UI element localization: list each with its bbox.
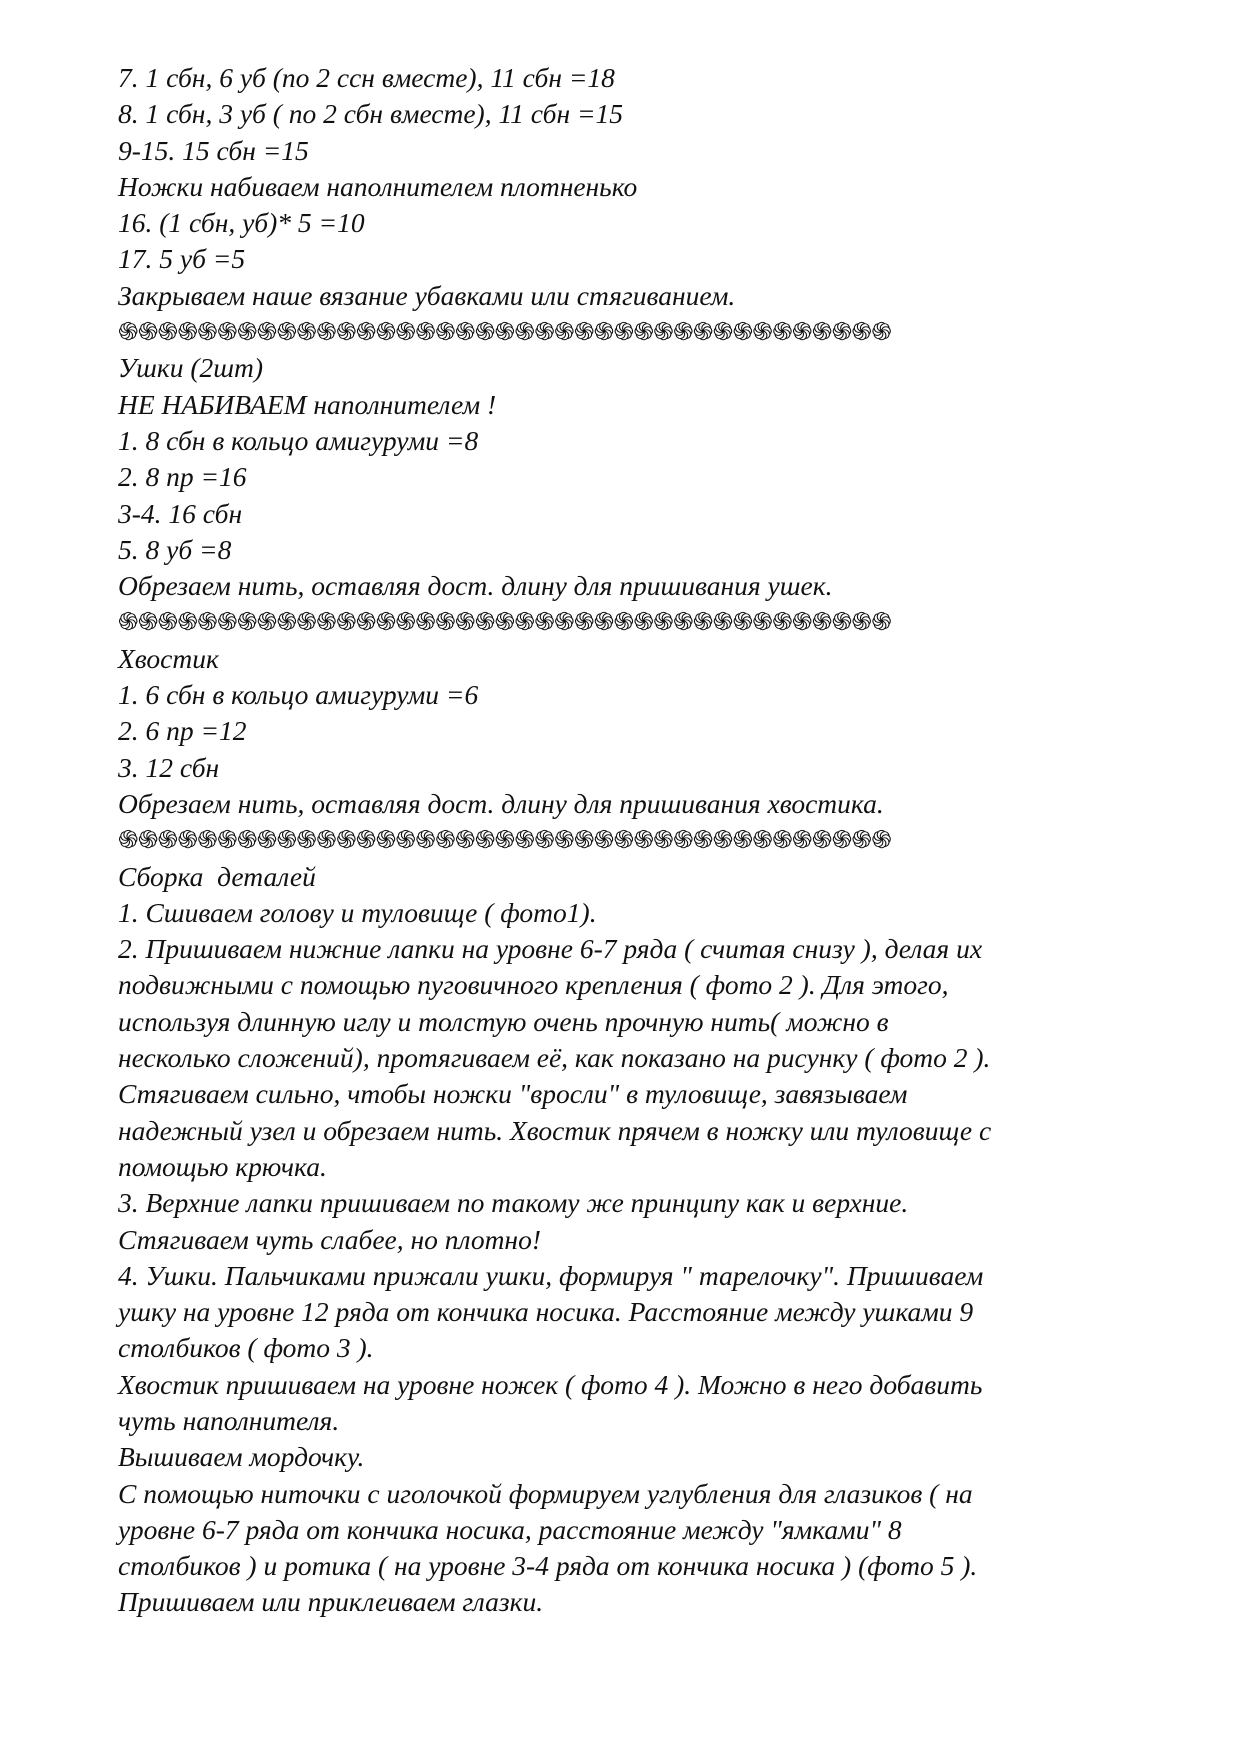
text-line: 3. Верхние лапки пришиваем по такому же принципу как и верхние.	[118, 1187, 909, 1219]
text-line: 16. (1 сбн, уб)* 5 =10	[118, 207, 365, 239]
section-heading: Сборка деталей	[118, 860, 316, 892]
text-line: 17. 5 уб =5	[118, 243, 246, 275]
ornament-divider: ֍֍֍֍֍֍֍֍֍֍֍֍֍֍֍֍֍֍֍֍֍֍֍֍֍֍֍֍֍֍֍֍֍֍֍֍֍֍֍	[118, 317, 892, 347]
text-line: Закрываем наше вязание убавками или стягиванием.	[118, 279, 736, 311]
text-line: Хвостик пришиваем на уровне ножек ( фото 4 ). Можно в него добавить	[118, 1368, 983, 1400]
text-line: 5. 8 уб =8	[118, 533, 232, 565]
text-line: Пришиваем или приклеиваем глазки.	[118, 1586, 544, 1618]
text-line: 8. 1 сбн, 3 уб ( по 2 сбн вместе), 11 сбн =15	[118, 98, 624, 130]
text-line: чуть наполнителя.	[118, 1404, 340, 1436]
text-line: Обрезаем нить, оставляя дост. длину для пришивания ушек.	[118, 570, 833, 602]
text-line: 3. 12 сбн	[118, 751, 220, 783]
text-line: НЕ НАБИВАЕМ наполнителем !	[118, 388, 497, 420]
text-line: Стягиваем сильно, чтобы ножки "вросли" в туловище, завязываем	[118, 1078, 908, 1110]
section-heading: Ушки (2шт)	[118, 352, 264, 384]
text-line: уровне 6-7 ряда от кончика носика, расстояние между "ямками" 8	[118, 1513, 902, 1545]
text-line: С помощью ниточки с иголочкой формируем углубления для глазиков ( на	[118, 1477, 973, 1509]
text-line: 2. 8 пр =16	[118, 461, 247, 493]
text-line: Стягиваем чуть слабее, но плотно!	[118, 1223, 541, 1255]
ornament-divider: ֍֍֍֍֍֍֍֍֍֍֍֍֍֍֍֍֍֍֍֍֍֍֍֍֍֍֍֍֍֍֍֍֍֍֍֍֍֍֍	[118, 825, 892, 855]
document-page	[118, 60, 1128, 1621]
section-heading: Хвостик	[118, 642, 219, 674]
ornament-divider: ֍֍֍֍֍֍֍֍֍֍֍֍֍֍֍֍֍֍֍֍֍֍֍֍֍֍֍֍֍֍֍֍֍֍֍֍֍֍֍	[118, 607, 892, 637]
text-line: несколько сложений), протягиваем её, как показано на рисунку ( фото 2 ).	[118, 1042, 991, 1074]
text-line: 3-4. 16 сбн	[118, 497, 243, 529]
text-line: 9-15. 15 сбн =15	[118, 134, 309, 166]
text-line: 1. 8 сбн в кольцо амигуруми =8	[118, 424, 479, 456]
text-line: 1. Сшиваем голову и туловище ( фото1).	[118, 896, 597, 928]
text-line: Вышиваем мордочку.	[118, 1441, 365, 1473]
text-line: столбиков ) и ротика ( на уровне 3-4 ряда от кончика носика ) (фото 5 ).	[118, 1550, 978, 1582]
text-line: подвижными с помощью пуговичного крепления ( фото 2 ). Для этого,	[118, 969, 949, 1001]
text-line: используя длинную иглу и толстую очень прочную нить( можно в	[118, 1005, 889, 1037]
text-line: Обрезаем нить, оставляя дост. длину для пришивания хвостика.	[118, 787, 884, 819]
text-line: 2. 6 пр =12	[118, 715, 247, 747]
text-line: помощью крючка.	[118, 1150, 327, 1182]
text-line: надежный узел и обрезаем нить. Хвостик прячем в ножку или туловище с	[118, 1114, 992, 1146]
text-line: 7. 1 сбн, 6 уб (по 2 ссн вместе), 11 сбн =18	[118, 62, 615, 93]
text-line: 4. Ушки. Пальчиками прижали ушки, формируя " тарелочку". Пришиваем	[118, 1259, 984, 1291]
text-line: 2. Пришиваем нижние лапки на уровне 6-7 ряда ( считая снизу ), делая их	[118, 933, 983, 965]
text-line: столбиков ( фото 3 ).	[118, 1332, 374, 1364]
text-line: Ножки набиваем наполнителем плотненько	[118, 170, 638, 202]
text-line: ушку на уровне 12 ряда от кончика носика. Расстояние между ушками 9	[118, 1296, 974, 1328]
text-line: 1. 6 сбн в кольцо амигуруми =6	[118, 679, 479, 711]
